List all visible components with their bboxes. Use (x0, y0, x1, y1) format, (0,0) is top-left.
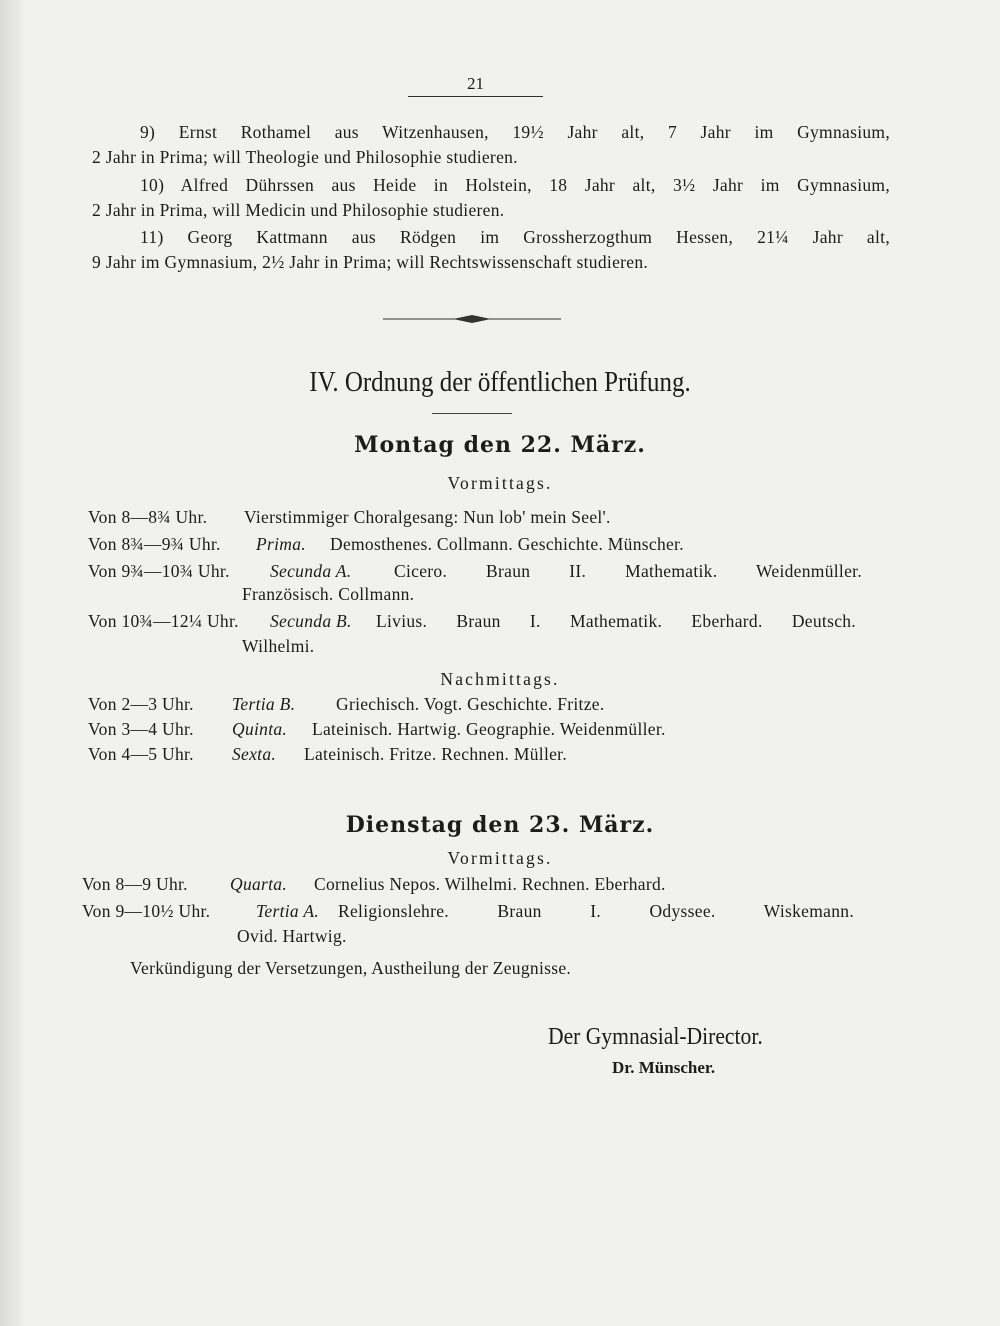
monday-a1-text: Griechisch. Vogt. Geschichte. Fritze. (336, 694, 605, 714)
tuesday-morning-label: Vormittags. (447, 848, 553, 868)
page-number: 21 (467, 74, 484, 93)
monday-heading: Montag den 22. März. (354, 432, 646, 458)
monday-m2-text: Demosthenes. Collmann. Geschichte. Münscher. (330, 534, 684, 554)
monday-a3-text: Lateinisch. Fritze. Rechnen. Müller. (304, 744, 568, 764)
monday-a2-time: Von 3—4 Uhr. (88, 719, 194, 739)
tuesday-t1-class: Quarta. (230, 874, 288, 894)
tuesday-heading: Dienstag den 23. März. (345, 812, 655, 838)
closing-remark: Verkündigung der Versetzungen, Austheilung der Zeugnisse. (130, 958, 572, 978)
tuesday-t2-time: Von 9—10½ Uhr. (82, 901, 211, 921)
signature-title: Der Gymnasial-Director. (548, 1024, 763, 1050)
monday-m3-cont: Französisch. Collmann. (242, 584, 415, 604)
student-9-line-2: 2 Jahr in Prima; will Theologie und Philosophie studieren. (92, 147, 518, 167)
tuesday-t2-text: Religionslehre. Braun I. Odyssee. Wiskemann. (338, 901, 854, 921)
monday-m3-text: Cicero. Braun II. Mathematik. Weidenmüller. (394, 561, 862, 581)
section-title-rule (432, 413, 512, 414)
tuesday-t1-text: Cornelius Nepos. Wilhelmi. Rechnen. Eberhard. (314, 874, 666, 894)
ornamental-divider (383, 312, 561, 326)
monday-afternoon-label: Nachmittags. (440, 669, 560, 689)
page-number-rule (408, 96, 543, 97)
monday-m2-class: Prima. (256, 534, 306, 554)
monday-m3-time: Von 9¾—10¾ Uhr. (88, 561, 230, 581)
monday-a2-class: Quinta. (232, 719, 288, 739)
page-edge-shadow (0, 0, 26, 1326)
student-11-line-1: 11) Georg Kattmann aus Rödgen im Grossherzogthum Hessen, 21¼ Jahr alt, (140, 227, 890, 247)
student-11-line-2: 9 Jahr im Gymnasium, 2½ Jahr in Prima; will Rechtswissenschaft studieren. (92, 252, 649, 272)
monday-m1-time: Von 8—8¾ Uhr. (88, 507, 208, 527)
tuesday-t2-class: Tertia A. (256, 901, 320, 921)
monday-a1-time: Von 2—3 Uhr. (88, 694, 194, 714)
signature-name: Dr. Münscher. (612, 1058, 716, 1077)
monday-m4-text: Livius. Braun I. Mathematik. Eberhard. Deutsch. (376, 611, 856, 631)
monday-m3-class: Secunda A. (270, 561, 352, 581)
tuesday-t1-time: Von 8—9 Uhr. (82, 874, 188, 894)
student-10-line-1: 10) Alfred Dührssen aus Heide in Holstein, 18 Jahr alt, 3½ Jahr im Gymnasium, (140, 175, 890, 195)
student-9-line-1: 9) Ernst Rothamel aus Witzenhausen, 19½ Jahr alt, 7 Jahr im Gymnasium, (140, 122, 890, 142)
monday-m2-time: Von 8¾—9¾ Uhr. (88, 534, 221, 554)
monday-m4-class: Secunda B. (270, 611, 352, 631)
student-10-line-2: 2 Jahr in Prima, will Medicin und Philosophie studieren. (92, 200, 505, 220)
monday-a3-time: Von 4—5 Uhr. (88, 744, 194, 764)
monday-a2-text: Lateinisch. Hartwig. Geographie. Weidenmüller. (312, 719, 666, 739)
monday-m4-cont: Wilhelmi. (242, 636, 315, 656)
monday-a1-class: Tertia B. (232, 694, 296, 714)
monday-morning-label: Vormittags. (447, 473, 553, 493)
monday-m4-time: Von 10¾—12¼ Uhr. (88, 611, 239, 631)
monday-m1-text: Vierstimmiger Choralgesang: Nun lob' mein Seel'. (244, 507, 611, 527)
tuesday-t2-cont: Ovid. Hartwig. (237, 926, 347, 946)
section-title: IV. Ordnung der öffentlichen Prüfung. (309, 366, 691, 398)
monday-a3-class: Sexta. (232, 744, 277, 764)
